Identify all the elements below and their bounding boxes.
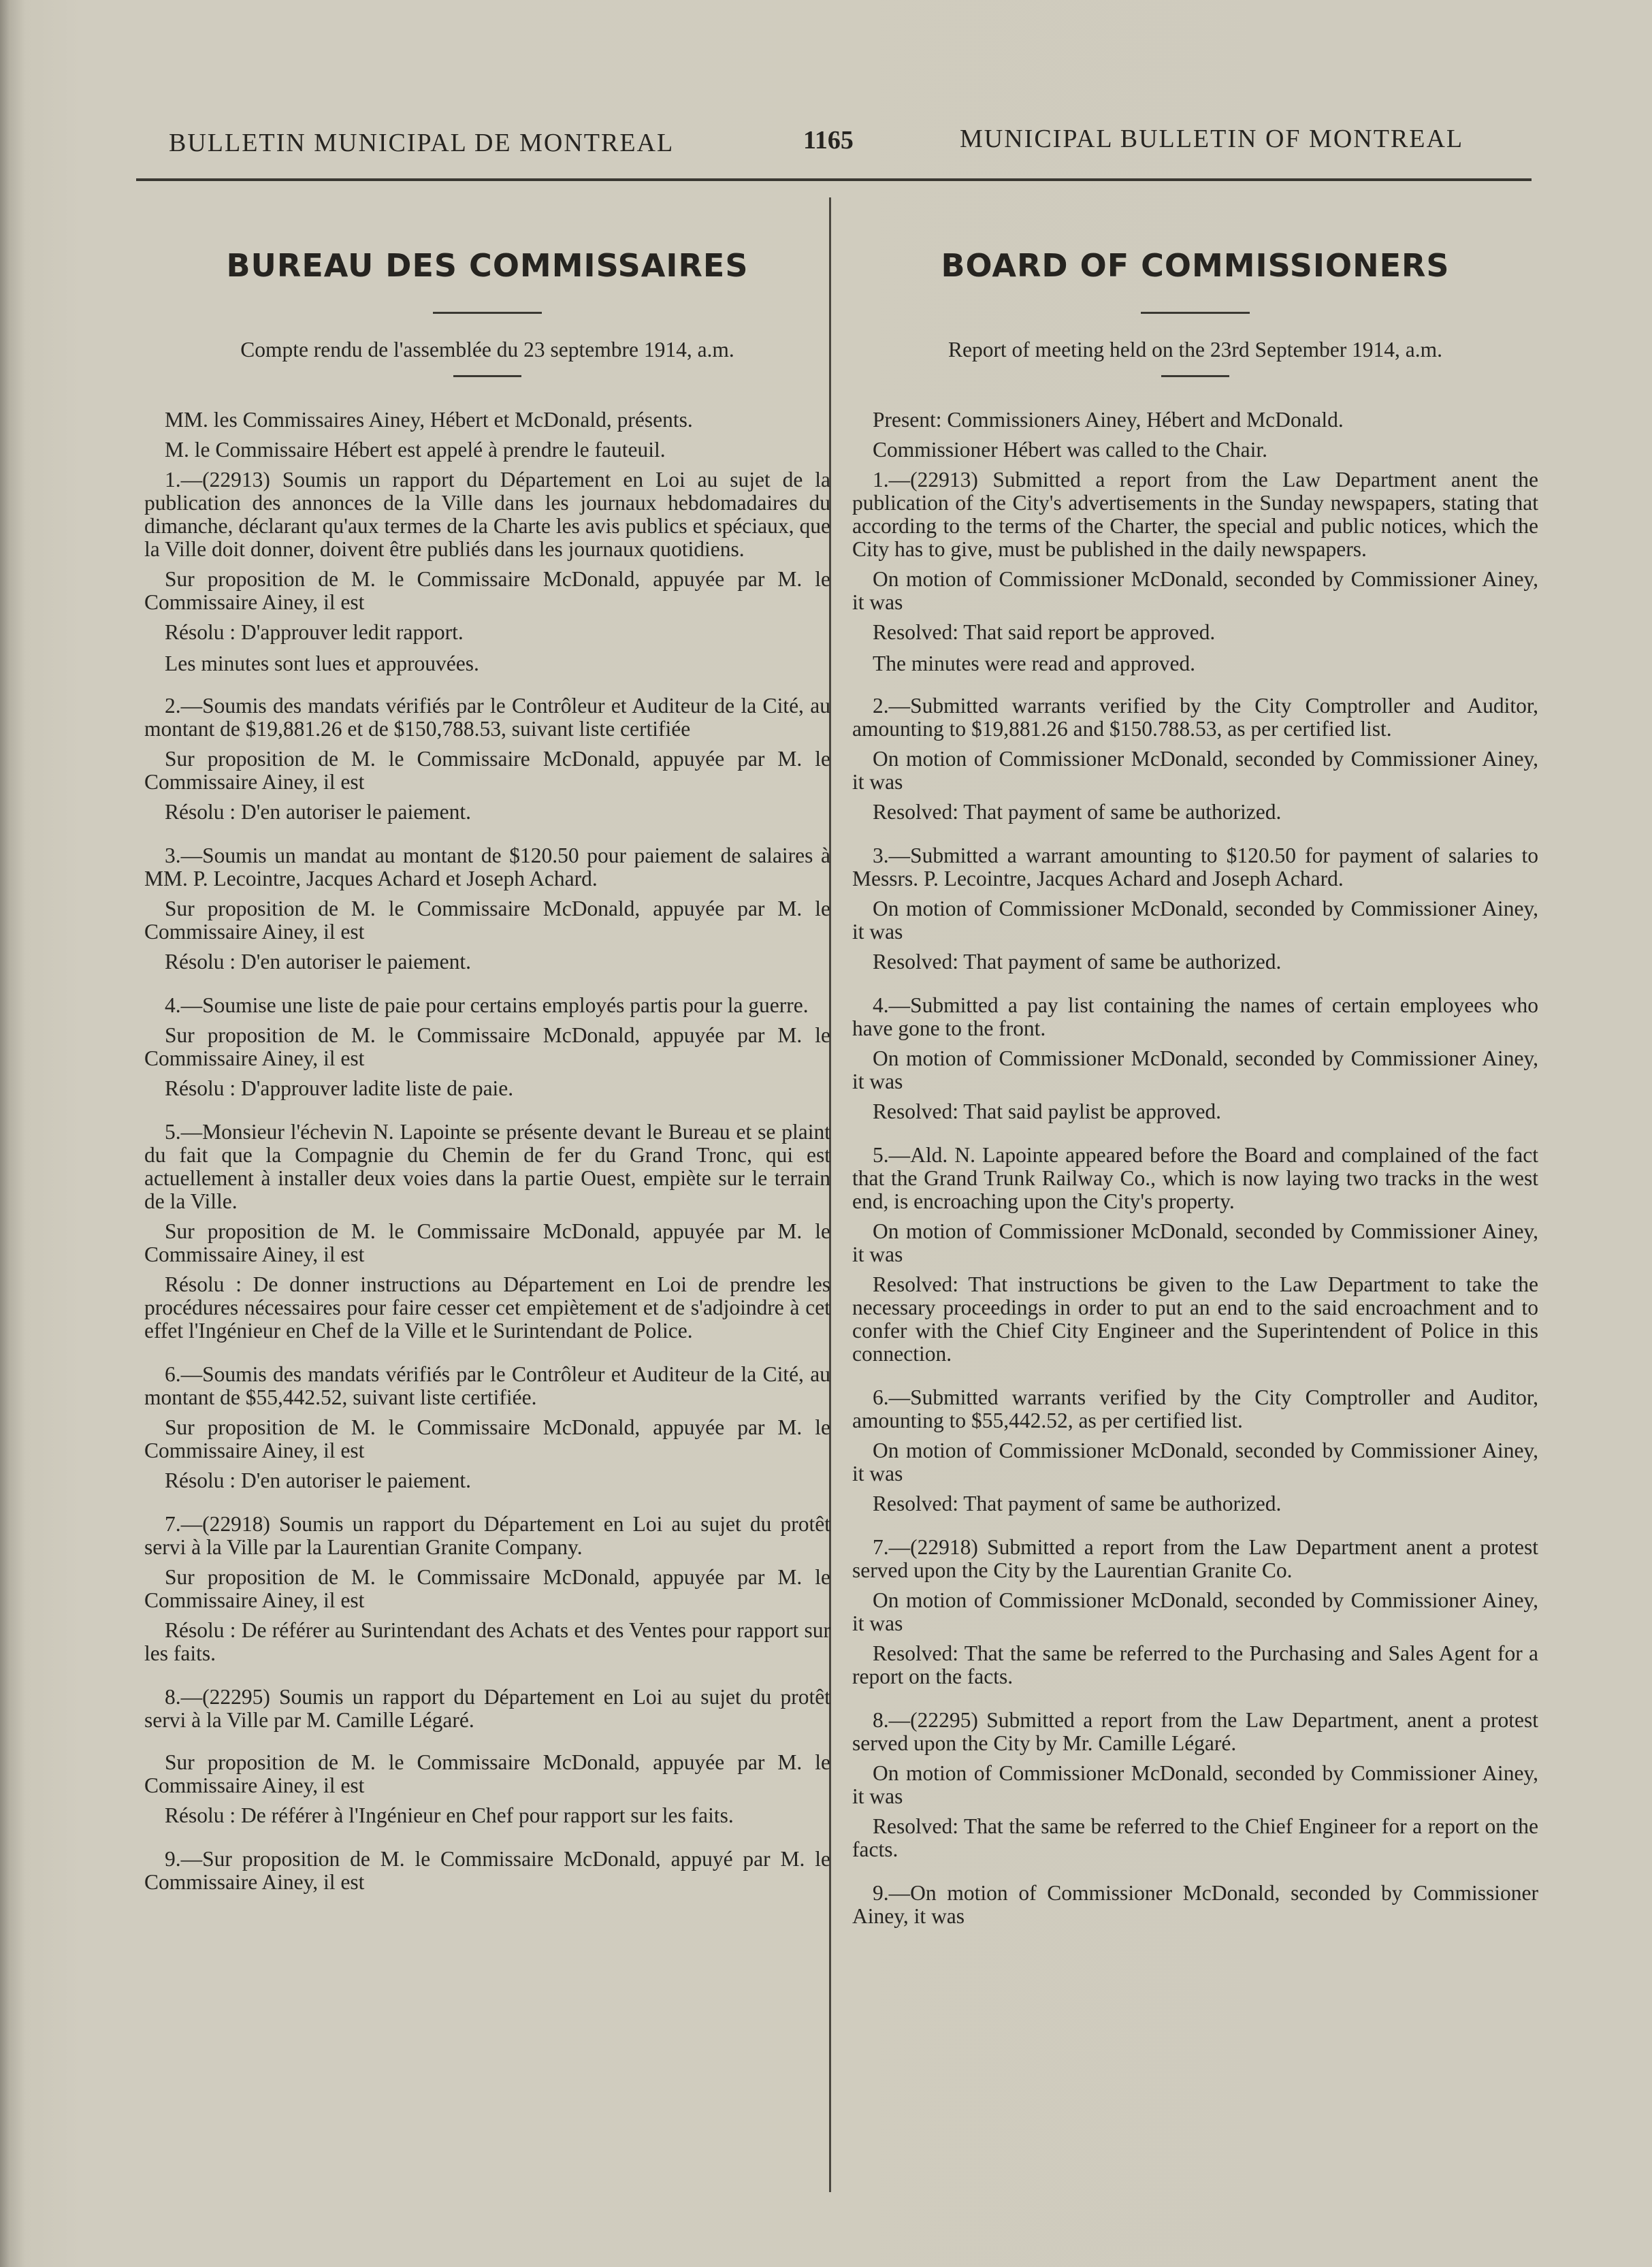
- title-rule: [1141, 312, 1250, 314]
- paragraph: On motion of Commissioner McDonald, seconded by Commissioner Ainey, it was: [852, 897, 1538, 944]
- resolution: Résolu : D'en autoriser le paiement.: [165, 800, 472, 824]
- section-rule: [453, 375, 521, 377]
- paragraph: 5.—Monsieur l'échevin N. Lapointe se présente devant le Bureau et se plaint du fait que la Compagnie du Chemin de fer du Grand Tronc, qui est actuellement à installer deux voies dans la partie Ouest, empiète sur le terrain de la Ville.: [144, 1120, 830, 1213]
- paragraph: 6.—Soumis des mandats vérifiés par le Contrôleur et Auditeur de la Cité, au montant de $55,442.52, suivant liste certifiée.: [144, 1362, 830, 1409]
- paragraph: Sur proposition de M. le Commissaire McDonald, appuyée par M. le Commissaire Ainey, il est: [144, 1415, 830, 1462]
- paragraph: MM. les Commissaires Ainey, Hébert et McDonald, présents.: [165, 408, 693, 432]
- paragraph: On motion of Commissioner McDonald, seconded by Commissioner Ainey, it was: [852, 1219, 1538, 1266]
- resolution: Résolu : D'approuver ledit rapport.: [165, 620, 464, 644]
- paragraph: 9.—Sur proposition de M. le Commissaire McDonald, appuyé par M. le Commissaire Ainey, il est: [144, 1847, 830, 1894]
- resolution: Resolved: That payment of same be authorized.: [873, 950, 1282, 974]
- resolution: Résolu : D'approuver ladite liste de paie.: [165, 1076, 514, 1100]
- resolution: Resolved: That said report be approved.: [873, 620, 1216, 644]
- paragraph: Present: Commissioners Ainey, Hébert and McDonald.: [873, 408, 1344, 432]
- english-meeting-line: Report of meeting held on the 23rd September 1914, a.m.: [948, 338, 1443, 361]
- paragraph: Commissioner Hébert was called to the Chair.: [873, 438, 1267, 462]
- paragraph: On motion of Commissioner McDonald, seconded by Commissioner Ainey, it was: [852, 1046, 1538, 1093]
- paragraph: On motion of Commissioner McDonald, seconded by Commissioner Ainey, it was: [852, 1761, 1538, 1808]
- paragraph: 5.—Ald. N. Lapointe appeared before the Board and complained of the fact that the Grand Trunk Railway Co., which is now laying two tracks in the west end, is encroaching upon the City's property.: [852, 1143, 1538, 1213]
- english-column: [852, 246, 1538, 1935]
- paragraph: 3.—Submitted a warrant amounting to $120.50 for payment of salaries to Messrs. P. Lecointre, Jacques Achard and Joseph Achard.: [852, 843, 1538, 890]
- header-french-title: BULLETIN MUNICIPAL DE MONTREAL: [169, 129, 675, 157]
- paragraph: The minutes were read and approved.: [873, 652, 1196, 675]
- resolution: Résolu : De référer au Surintendant des Achats et des Ventes pour rapport sur les faits.: [144, 1618, 830, 1665]
- paragraph: On motion of Commissioner McDonald, seconded by Commissioner Ainey, it was: [852, 1588, 1538, 1635]
- resolution: Résolu : D'en autoriser le paiement.: [165, 950, 472, 974]
- page-header: [136, 121, 1532, 162]
- paragraph: 7.—(22918) Submitted a report from the Law Department anent a protest served upon the City by the Laurentian Granite Co.: [852, 1535, 1538, 1582]
- paragraph: Sur proposition de M. le Commissaire McDonald, appuyée par M. le Commissaire Ainey, il est: [144, 567, 830, 614]
- paragraph: Sur proposition de M. le Commissaire McDonald, appuyée par M. le Commissaire Ainey, il est: [144, 897, 830, 944]
- paragraph: 1.—(22913) Soumis un rapport du Département en Loi au sujet de la publication des annonces de la Ville dans les journaux hebdomadaires du dimanche, déclarant qu'aux termes de la Charte les avis publics et spéciaux, que la Ville doit donner, doivent être publiés dans les journaux quotidiens.: [144, 468, 830, 561]
- paragraph: 6.—Submitted warrants verified by the City Comptroller and Auditor, amounting to $55,442.52, as per certified list.: [852, 1385, 1538, 1432]
- french-column: [144, 246, 830, 1901]
- page-number: 1165: [803, 126, 854, 155]
- paragraph: 8.—(22295) Soumis un rapport du Département en Loi au sujet du protêt servi à la Ville par M. Camille Légaré.: [144, 1685, 830, 1732]
- paragraph: 2.—Submitted warrants verified by the City Comptroller and Auditor, amounting to $19,881.26 and $150.788.53, as per certified list.: [852, 694, 1538, 741]
- paragraph: Sur proposition de M. le Commissaire McDonald, appuyée par M. le Commissaire Ainey, il est: [144, 1750, 830, 1797]
- paragraph: 3.—Soumis un mandat au montant de $120.50 pour paiement de salaires à MM. P. Lecointre, Jacques Achard et Joseph Achard.: [144, 843, 830, 890]
- resolution: Resolved: That the same be referred to the Chief Engineer for a report on the facts.: [852, 1814, 1538, 1861]
- resolution: Resolved: That instructions be given to the Law Department to take the necessary proceedings in order to put an end to the said encroachment and to confer with the Chief City Engineer and the Superintendent of Police in this connection.: [852, 1272, 1538, 1366]
- resolution: Resolved: That said paylist be approved.: [873, 1099, 1222, 1123]
- french-meeting-line: Compte rendu de l'assemblée du 23 septembre 1914, a.m.: [240, 338, 734, 361]
- paragraph: On motion of Commissioner McDonald, seconded by Commissioner Ainey, it was: [852, 1438, 1538, 1485]
- resolution: Résolu : De référer à l'Ingénieur en Chef pour rapport sur les faits.: [165, 1803, 734, 1827]
- resolution: Resolved: That the same be referred to the Purchasing and Sales Agent for a report on the facts.: [852, 1641, 1538, 1688]
- resolution: Résolu : D'en autoriser le paiement.: [165, 1468, 472, 1492]
- french-section-title: BUREAU DES COMMISSAIRES: [226, 247, 749, 284]
- section-rule: [1161, 375, 1229, 377]
- paragraph: 1.—(22913) Submitted a report from the Law Department anent the publication of the City's advertisements in the Sunday newspapers, stating that according to the terms of the Charter, the special and public notices, which the City has to give, must be published in the daily newspapers.: [852, 468, 1538, 561]
- resolution: Resolved: That payment of same be authorized.: [873, 1492, 1282, 1515]
- paragraph: 8.—(22295) Submitted a report from the Law Department, anent a protest served upon the City by Mr. Camille Légaré.: [852, 1708, 1538, 1755]
- paragraph: Sur proposition de M. le Commissaire McDonald, appuyée par M. le Commissaire Ainey, il est: [144, 747, 830, 794]
- header-rule: [136, 178, 1532, 181]
- english-section-title: BOARD OF COMMISSIONERS: [941, 247, 1450, 284]
- paragraph: M. le Commissaire Hébert est appelé à prendre le fauteuil.: [165, 438, 666, 462]
- paragraph: 7.—(22918) Soumis un rapport du Département en Loi au sujet du protêt servi à la Ville par la Laurentian Granite Company.: [144, 1512, 830, 1559]
- title-rule: [433, 312, 542, 314]
- paragraph: Les minutes sont lues et approuvées.: [165, 652, 479, 675]
- paragraph: On motion of Commissioner McDonald, seconded by Commissioner Ainey, it was: [852, 567, 1538, 614]
- resolution: Résolu : De donner instructions au Département en Loi de prendre les procédures nécessaires pour faire cesser cet empiètement et de s'adjoindre à cet effet l'Ingénieur en Chef de la Ville et le Surintendant de Police.: [144, 1272, 830, 1342]
- paragraph: Sur proposition de M. le Commissaire McDonald, appuyée par M. le Commissaire Ainey, il est: [144, 1565, 830, 1612]
- paragraph: 4.—Submitted a pay list containing the names of certain employees who have gone to the front.: [852, 993, 1538, 1040]
- paragraph: 2.—Soumis des mandats vérifiés par le Contrôleur et Auditeur de la Cité, au montant de $19,881.26 et de $150,788.53, suivant liste certifiée: [144, 694, 830, 741]
- paragraph: Sur proposition de M. le Commissaire McDonald, appuyée par M. le Commissaire Ainey, il est: [144, 1023, 830, 1070]
- paragraph: Sur proposition de M. le Commissaire McDonald, appuyée par M. le Commissaire Ainey, il est: [144, 1219, 830, 1266]
- paragraph: 4.—Soumise une liste de paie pour certains employés partis pour la guerre.: [165, 993, 809, 1017]
- resolution: Resolved: That payment of same be authorized.: [873, 800, 1282, 824]
- paragraph: On motion of Commissioner McDonald, seconded by Commissioner Ainey, it was: [852, 747, 1538, 794]
- header-english-title: MUNICIPAL BULLETIN OF MONTREAL: [960, 125, 1464, 153]
- paragraph: 9.—On motion of Commissioner McDonald, seconded by Commissioner Ainey, it was: [852, 1881, 1538, 1928]
